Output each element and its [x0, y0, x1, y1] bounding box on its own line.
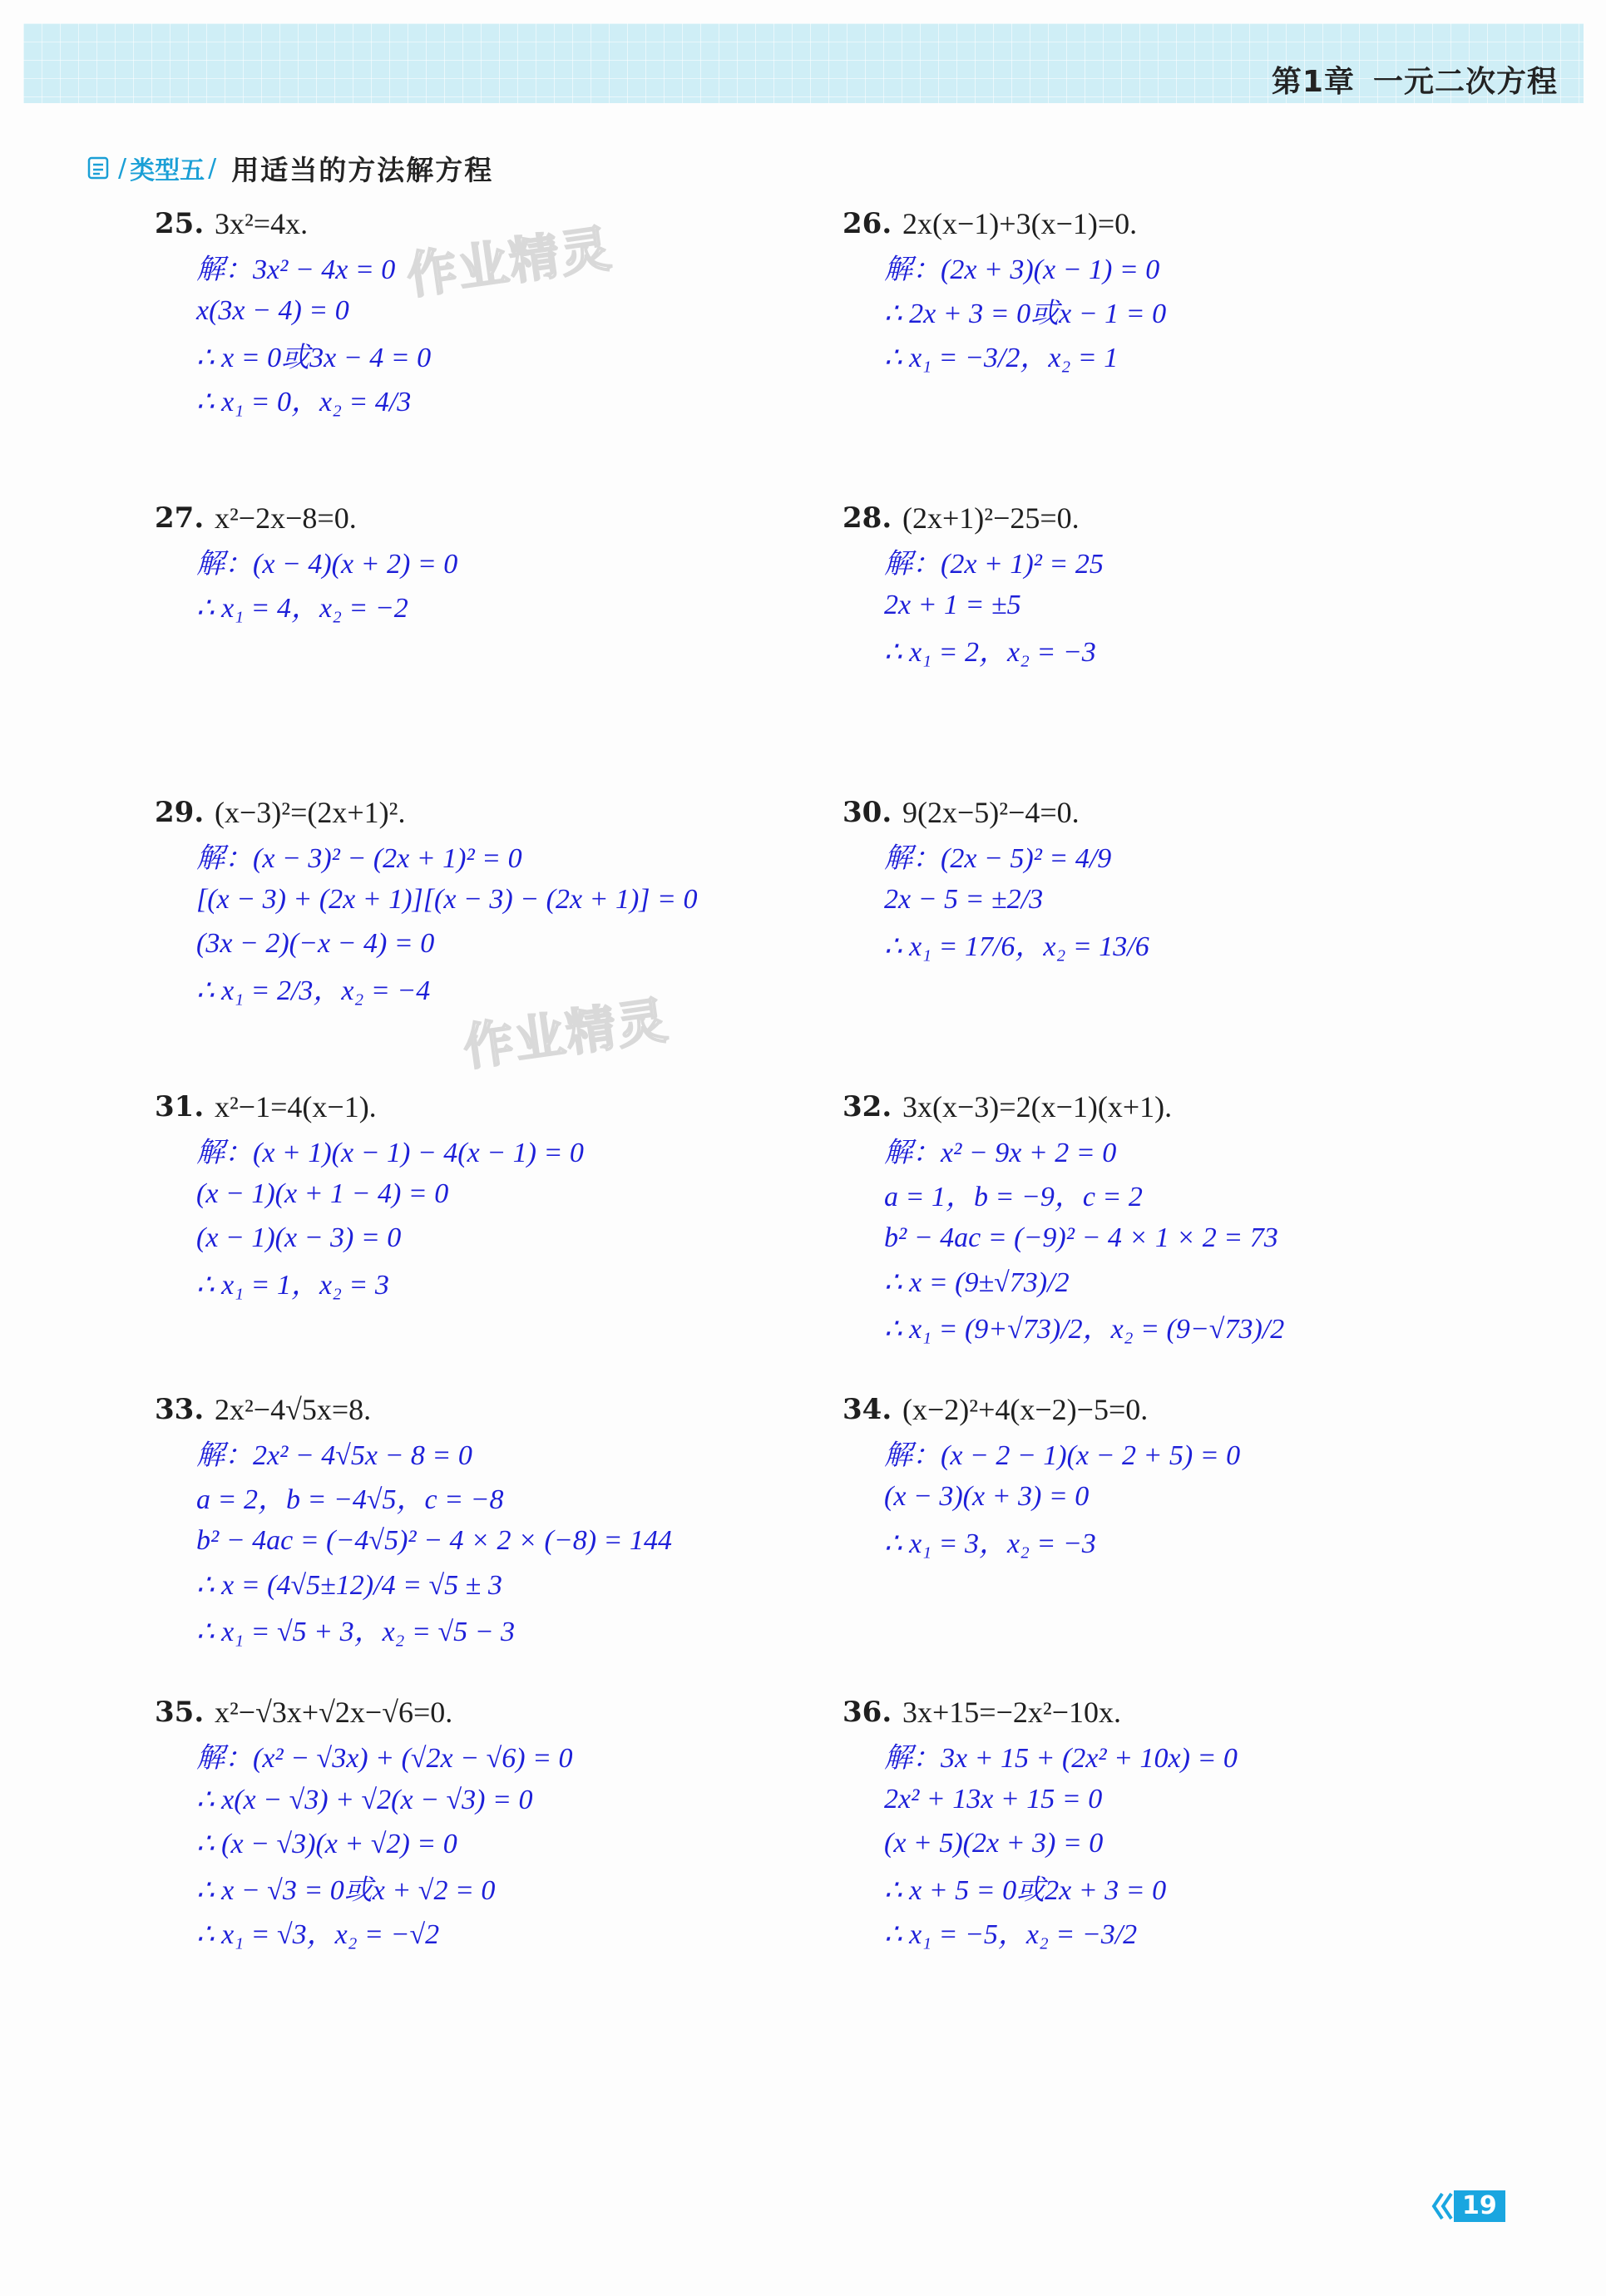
solution-line: 解：(x² − √3x) + (√2x − √6) = 0 — [196, 1743, 573, 1774]
question-number: 30. — [843, 796, 892, 829]
solution-line: 解：(x − 2 − 1)(x − 2 + 5) = 0 — [884, 1440, 1241, 1471]
solution-line: b² − 4ac = (−9)² − 4 × 1 × 2 = 73 — [884, 1222, 1278, 1253]
question-equation: 3x²=4x. — [215, 207, 309, 240]
solution-line: (x + 5)(2x + 3) = 0 — [884, 1827, 1104, 1859]
question-number: 32. — [843, 1090, 892, 1123]
solution-line: ∴ x₁ = 1，x₂ = 3 — [196, 1270, 389, 1301]
question-number: 29. — [155, 796, 205, 829]
section-title: 用适当的方法解方程 — [231, 153, 494, 186]
question-number: 34. — [843, 1393, 892, 1426]
solution-line: ∴ x₁ = 2，x₂ = −3 — [884, 637, 1096, 668]
question-line — [155, 1389, 870, 1430]
problem-32 — [843, 1086, 1558, 1348]
question-number: 36. — [843, 1696, 892, 1729]
solution-line: ∴ x + 5 = 0或2x + 3 = 0 — [884, 1875, 1167, 1906]
solution — [196, 1128, 870, 1304]
question-number: 31. — [155, 1090, 205, 1123]
solution-line: (x − 1)(x + 1 − 4) = 0 — [196, 1178, 449, 1209]
solution — [196, 1430, 870, 1651]
question-line — [843, 1389, 1558, 1430]
chapter-number: 第1章 — [1271, 65, 1355, 99]
question-line — [155, 497, 870, 539]
solution-line: a = 2，b = −4√5，c = −8 — [196, 1484, 504, 1515]
question-line — [843, 1691, 1558, 1733]
double-chevron-left-icon — [1429, 2190, 1454, 2222]
watermark: 作业精灵 — [460, 991, 673, 1078]
question-number: 28. — [843, 501, 892, 535]
problem-33 — [155, 1389, 870, 1651]
solution-line: 解：x² − 9x + 2 = 0 — [884, 1138, 1117, 1168]
solution-line: ∴ 2x + 3 = 0或x − 1 = 0 — [884, 299, 1167, 329]
page-number-badge — [1429, 2189, 1505, 2224]
solution-line: 解：(x − 4)(x + 2) = 0 — [196, 549, 458, 580]
solution — [884, 1128, 1558, 1348]
chapter-title — [1272, 58, 1558, 101]
problem-27 — [155, 497, 870, 627]
solution-line: ∴ x₁ = 4，x₂ = −2 — [196, 593, 408, 624]
solution-line: ∴ x₁ = −3/2，x₂ = 1 — [884, 343, 1119, 373]
solution — [884, 833, 1558, 965]
solution-line: 解：(2x + 3)(x − 1) = 0 — [884, 254, 1160, 285]
question-equation: x²−√3x+√2x−√6=0. — [215, 1696, 453, 1729]
watermark: 作业精灵 — [403, 220, 616, 306]
question-equation: x²−1=4(x−1). — [215, 1090, 377, 1123]
problem-30 — [843, 792, 1558, 965]
solution-line: 解：(2x − 5)² = 4/9 — [884, 843, 1112, 874]
problem-26 — [843, 203, 1558, 377]
question-equation: 2x(x−1)+3(x−1)=0. — [902, 207, 1138, 240]
solution-line: 2x − 5 = ±2/3 — [884, 883, 1044, 915]
question-equation: 3x+15=−2x²−10x. — [902, 1696, 1122, 1729]
section-tag: 类型五 — [130, 156, 205, 185]
solution-line: ∴ x₁ = (9+√73)/2，x₂ = (9−√73)/2 — [884, 1314, 1285, 1345]
question-number: 25. — [155, 207, 205, 240]
question-line — [155, 1086, 870, 1128]
section-heading — [86, 150, 493, 186]
problem-34 — [843, 1389, 1558, 1563]
solution — [196, 1733, 870, 1953]
solution — [884, 539, 1558, 671]
solution-line: 2x² + 13x + 15 = 0 — [884, 1783, 1103, 1815]
question-equation: 2x²−4√5x=8. — [215, 1393, 372, 1426]
solution-line: ∴ x − √3 = 0或x + √2 = 0 — [196, 1875, 496, 1906]
solution-line: ∴ x₁ = 2/3，x₂ = −4 — [196, 975, 431, 1006]
question-equation: (x−2)²+4(x−2)−5=0. — [902, 1393, 1149, 1426]
solution-line: a = 1，b = −9，c = 2 — [884, 1182, 1143, 1212]
question-line — [843, 203, 1558, 244]
solution — [884, 244, 1558, 377]
solution-line: ∴ x = (9±√73)/2 — [884, 1267, 1070, 1298]
solution-line: ∴ x₁ = 17/6，x₂ = 13/6 — [884, 931, 1149, 962]
solution-line: ∴ x₁ = 3，x₂ = −3 — [884, 1528, 1096, 1559]
solution-line: ∴ x(x − √3) + √2(x − √3) = 0 — [196, 1784, 533, 1815]
solution-line: ∴ x₁ = √5 + 3，x₂ = √5 − 3 — [196, 1617, 516, 1647]
solution — [196, 539, 870, 627]
problem-35 — [155, 1691, 870, 1953]
question-line — [843, 792, 1558, 833]
solution-line: (3x − 2)(−x − 4) = 0 — [196, 927, 435, 959]
question-number: 27. — [155, 501, 205, 535]
problem-29 — [155, 792, 870, 1010]
solution-line: 解：2x² − 4√5x − 8 = 0 — [196, 1440, 472, 1471]
solution — [884, 1430, 1558, 1563]
solution-line: 2x + 1 = ±5 — [884, 589, 1021, 620]
solution-line: 解：(2x + 1)² = 25 — [884, 549, 1104, 580]
solution-line: ∴ (x − √3)(x + √2) = 0 — [196, 1828, 457, 1859]
question-line — [843, 497, 1558, 539]
question-line — [155, 1691, 870, 1733]
page-number: 19 — [1454, 2190, 1505, 2222]
question-line — [843, 1086, 1558, 1128]
solution-line: 解：(x + 1)(x − 1) − 4(x − 1) = 0 — [196, 1138, 584, 1168]
divider: / — [118, 153, 127, 183]
question-line — [155, 792, 870, 833]
solution-line: ∴ x₁ = √3，x₂ = −√2 — [196, 1919, 440, 1950]
question-equation: 9(2x−5)²−4=0. — [902, 796, 1080, 829]
question-number: 26. — [843, 207, 892, 240]
question-equation: (x−3)²=(2x+1)². — [215, 796, 406, 829]
question-equation: (2x+1)²−25=0. — [902, 501, 1080, 535]
solution-line: b² − 4ac = (−4√5)² − 4 × 2 × (−8) = 144 — [196, 1524, 672, 1556]
solution-line: (x − 1)(x − 3) = 0 — [196, 1222, 402, 1253]
question-number: 33. — [155, 1393, 205, 1426]
question-equation: 3x(x−3)=2(x−1)(x+1). — [902, 1090, 1173, 1123]
solution-line: ∴ x₁ = 0，x₂ = 4/3 — [196, 387, 412, 417]
solution-line: ∴ x₁ = −5，x₂ = −3/2 — [884, 1919, 1138, 1950]
problem-31 — [155, 1086, 870, 1304]
problem-28 — [843, 497, 1558, 671]
solution — [196, 833, 870, 1010]
question-number: 35. — [155, 1696, 205, 1729]
problem-36 — [843, 1691, 1558, 1953]
solution-line: (x − 3)(x + 3) = 0 — [884, 1480, 1090, 1512]
question-equation: x²−2x−8=0. — [215, 501, 357, 535]
solution — [884, 1733, 1558, 1953]
solution-line: 解：3x + 15 + (2x² + 10x) = 0 — [884, 1743, 1238, 1774]
divider: / — [208, 153, 217, 183]
document-icon — [86, 156, 110, 180]
solution-line: ∴ x = (4√5±12)/4 = √5 ± 3 — [196, 1569, 502, 1601]
solution-line: [(x − 3) + (2x + 1)][(x − 3) − (2x + 1)] = 0 — [196, 883, 698, 915]
solution-line: x(3x − 4) = 0 — [196, 294, 349, 326]
solution-line: ∴ x = 0或3x − 4 = 0 — [196, 343, 432, 373]
solution-line: 解：3x² − 4x = 0 — [196, 254, 396, 285]
solution-line: 解：(x − 3)² − (2x + 1)² = 0 — [196, 843, 522, 874]
chapter-name: 一元二次方程 — [1372, 65, 1558, 99]
